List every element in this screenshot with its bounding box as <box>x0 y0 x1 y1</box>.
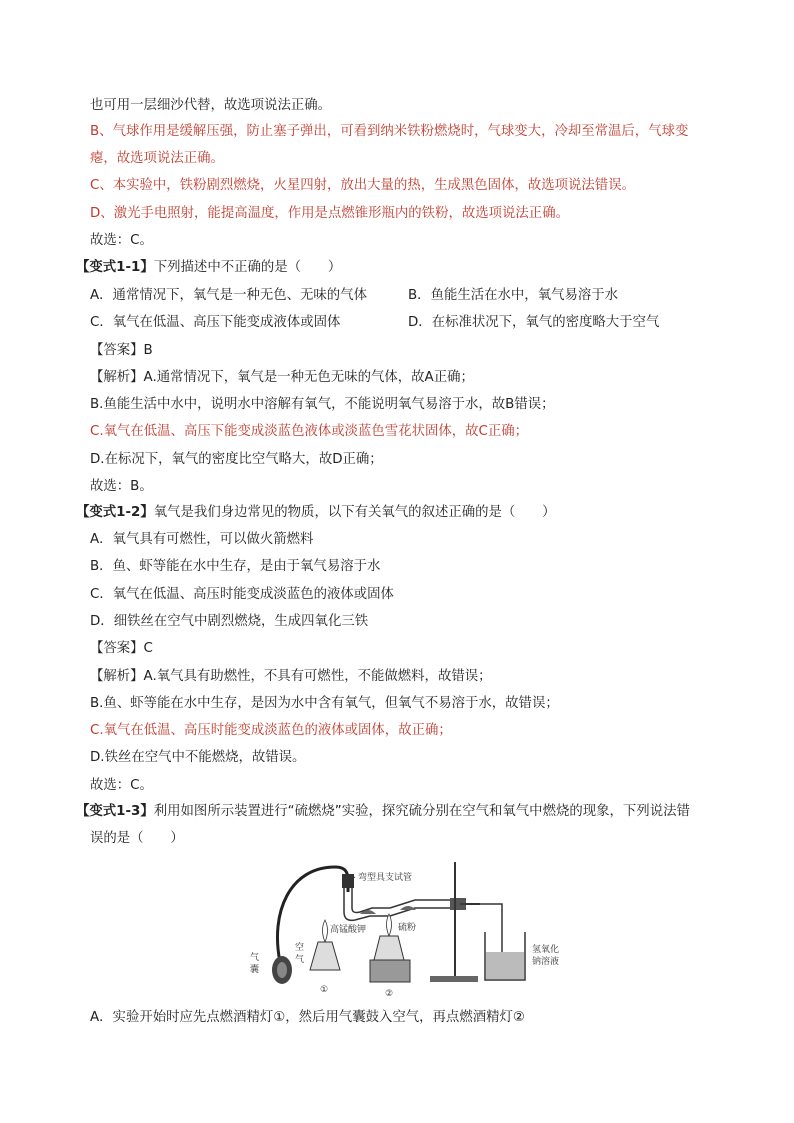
option-b: B．鱼、虾等能在水中生存，是由于氧气易溶于水 <box>90 559 381 574</box>
question-tag: 【变式1-3】 <box>76 804 154 819</box>
option-d: D．在标准状况下，氧气的密度略大于空气 <box>408 315 660 330</box>
answer-label: 【答案】C <box>90 641 153 656</box>
option-a: A．通常情况下，氧气是一种无色、无味的气体 <box>90 288 367 303</box>
option-c: C．氧气在低温、高压时能变成淡蓝色的液体或固体 <box>90 587 394 602</box>
apparatus-diagram <box>240 852 560 1002</box>
explanation-line: D.铁丝在空气中不能燃烧，故错误。 <box>90 750 306 765</box>
explanation-line: B.鱼能生活中水中，说明水中溶解有氧气，不能说明氧气易溶于水，故B错误； <box>90 397 555 412</box>
text-line: D、激光手电照射，能提高温度，作用是点燃锥形瓶内的铁粉，故选项说法正确。 <box>90 206 569 221</box>
label-naoh-2: 钠溶液 <box>532 957 560 967</box>
text-line: B、气球作用是缓解压强，防止塞子弹出，可看到纳米铁粉燃烧时，气球变大，冷却至常温后，气球变 <box>90 124 689 139</box>
explanation-line: C.氧气在低温、高压时能变成淡蓝色的液体或固体，故正确； <box>90 723 452 738</box>
text-line: 也可用一层细沙代替，故选项说法正确。 <box>90 98 332 113</box>
explanation-line: B.鱼、虾等能在水中生存，是因为水中含有氧气，但氧气不易溶于水，故错误； <box>90 696 559 711</box>
question-text-cont: 误的是（ ） <box>90 831 184 846</box>
explanation-line: 故选：B。 <box>90 479 153 494</box>
question-text: 氧气是我们身边常见的物质，以下有关氧气的叙述正确的是（ ） <box>153 505 556 520</box>
label-naoh-1: 氢氧化 <box>532 945 560 955</box>
text-line: 故选：C。 <box>90 233 153 248</box>
label-kmno4: 高锰酸钾 <box>330 925 367 935</box>
question-tag: 【变式1-1】 <box>76 260 154 275</box>
explanation-line: 【解析】A.氧气具有助燃性，不具有可燃性，不能做燃料，故错误； <box>90 669 492 684</box>
question-1-2-stem <box>76 503 555 523</box>
answer-label: 【答案】B <box>90 343 153 358</box>
option-c: C．氧气在低温、高压下能变成液体或固体 <box>90 315 341 330</box>
explanation-line: 故选：C。 <box>90 778 153 793</box>
question-1-1-stem <box>76 258 341 278</box>
explanation-line: C.氧气在低温、高压下能变成淡蓝色液体或淡蓝色雪花状固体，故C正确； <box>90 424 529 439</box>
label-lamp-1: ① <box>320 985 329 995</box>
text-line: C、本实验中，铁粉剧烈燃烧，火星四射，放出大量的热，生成黑色固体，故选项说法错误。 <box>90 178 635 193</box>
text-line: 瘪，故选项说法正确。 <box>90 151 224 166</box>
label-tube: 弯型具支试管 <box>358 873 413 883</box>
label-lamp-2: ② <box>385 989 394 999</box>
label-gas-bag-1: 气 <box>250 953 260 963</box>
explanation-line: 【解析】A.通常情况下，氧气是一种无色无味的气体，故A正确； <box>90 370 474 385</box>
option-d: D．细铁丝在空气中剧烈燃烧，生成四氧化三铁 <box>90 614 369 629</box>
question-text: 下列描述中不正确的是（ ） <box>153 260 342 275</box>
option-a: A．氧气具有可燃性，可以做火箭燃料 <box>90 532 314 547</box>
option-a: A．实验开始时应先点燃酒精灯①，然后用气囊鼓入空气，再点燃酒精灯② <box>90 1010 525 1025</box>
label-gas-bag-2: 囊 <box>250 965 260 975</box>
option-b: B．鱼能生活在水中，氧气易溶于水 <box>408 288 619 303</box>
explanation-line: D.在标况下，氧气的密度比空气略大，故D正确； <box>90 452 383 467</box>
question-tag: 【变式1-2】 <box>76 505 154 520</box>
question-1-3-stem <box>76 802 690 822</box>
label-air-1: 空 <box>295 943 305 953</box>
label-air-2: 气 <box>295 955 305 965</box>
label-sulfur: 硫粉 <box>398 923 417 933</box>
question-text: 利用如图所示装置进行“硫燃烧”实验，探究硫分别在空气和氧气中燃烧的现象，下列说法错 <box>153 804 690 819</box>
